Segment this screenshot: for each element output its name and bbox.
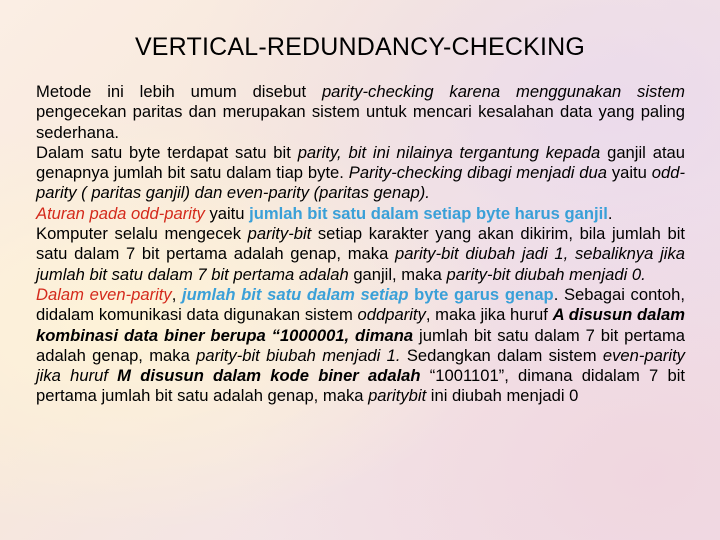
text-run: Dalam satu byte terdapat satu bit [36,142,298,162]
text-run: Komputer selalu mengecek [36,224,248,244]
text-run-italic: parity-bit [247,224,312,244]
text-run: ganjil, maka [348,264,447,284]
paragraph-intro [36,82,685,143]
text-run-italic: odd-parity ( paritas ganjil) dan even-parity (paritas genap). [36,163,685,203]
text-run: yaitu [606,163,652,183]
text-run-red-italic: Aturan pada odd-parity [36,203,205,223]
text-run: . [607,203,613,223]
text-run: , maka jika huruf [425,305,553,325]
text-run-bold-italic: M disusun dalam kode biner adalah [117,366,421,386]
text-run: Metode ini lebih umum disebut [36,82,322,101]
text-run-blue-bold: jumlah bit satu dalam setiap byte harus ganjil [249,203,608,223]
text-run-bold-italic: A disusun dalam kombinasi data biner berupa “1000001, dimana [36,305,685,345]
text-run: yaitu [204,203,250,223]
text-run-italic: parity-bit diubah jadi 1, sebaliknya jika jumlah bit satu dalam 7 bit pertama adalah [36,244,685,284]
text-run-italic: parity-checking karena menggunakan sistem [321,82,685,101]
slide-title: VERTICAL-REDUNDANCY-CHECKING [134,33,586,61]
slide-body [36,82,685,407]
paragraph-computer-check [36,224,685,285]
text-run-italic: oddparity [357,305,426,325]
paragraph-odd-parity-rule [36,204,685,224]
text-run: ini diubah menjadi 0 [426,386,579,406]
text-run: ganjil atau genapnya jumlah bit satu dalam tiap byte. [36,142,686,183]
text-run: “1001101”, dimana didalam 7 bit pertama jumlah bit satu adalah genap, maka [36,366,685,406]
text-run-italic: even-parity jika huruf [36,345,685,386]
text-run-italic: parity-bit biubah menjadi 1. [196,345,401,365]
text-run-blue-bold-italic: jumlah bit satu dalam setiap [182,284,409,304]
text-run-italic: Parity-checking dibagi menjadi dua [348,163,607,183]
text-run-italic: parity, bit ini nilainya tergantung kepada [297,142,601,162]
text-run: jumlah bit satu dalam 7 bit pertama adalah genap, maka [36,325,686,365]
text-run: pengecekan paritas dan merupakan sistem untuk mencari kesalahan data yang paling sederhana. [36,102,685,142]
paragraph-parity-bit [36,143,685,204]
text-run: Sedangkan dalam sistem [400,345,603,365]
text-run-italic: parity-bit diubah menjadi 0. [446,264,646,284]
text-run-italic: paritybit [368,386,427,406]
text-run-red-italic: Dalam even-parity [36,284,172,304]
text-run: . Sebagai contoh, didalam komunikasi data digunakan sistem [36,284,685,325]
text-run-blue-bold: byte garus genap [408,284,554,304]
text-run: , [171,284,183,304]
text-run: setiap karakter yang akan dikirim, bila jumlah bit satu dalam 7 bit pertama adalah genap, maka [36,224,685,264]
paragraph-even-parity [36,285,685,407]
